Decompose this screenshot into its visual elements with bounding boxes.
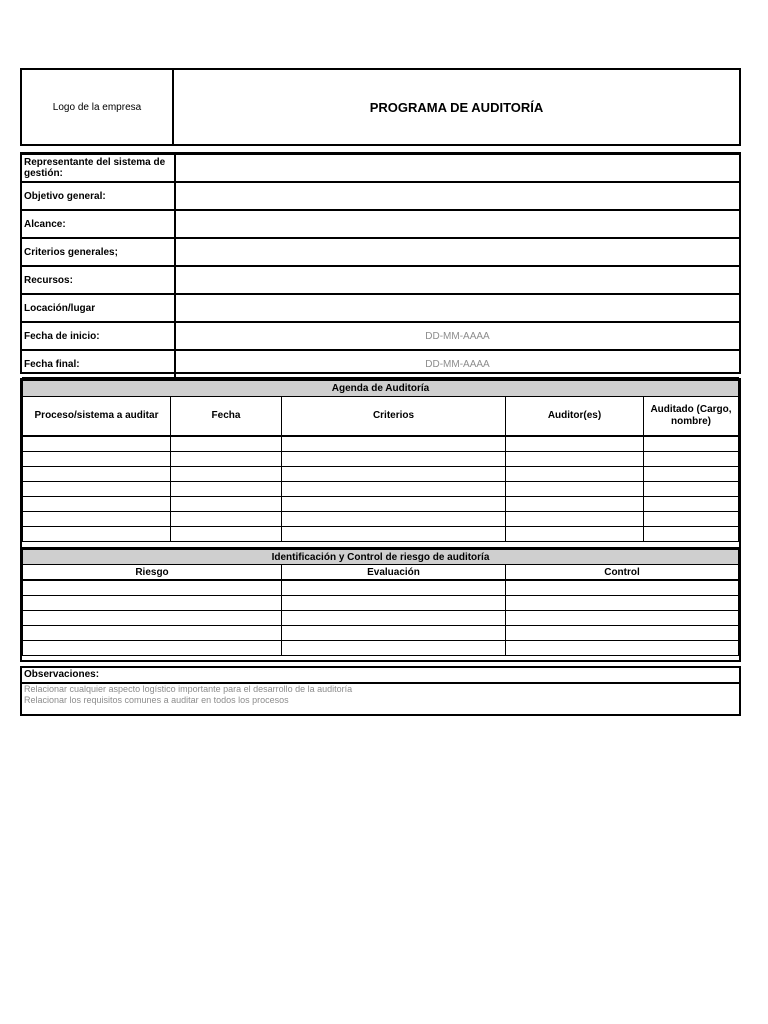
risk-column-header: Control xyxy=(506,565,739,581)
agenda-cell[interactable] xyxy=(282,527,506,542)
observations-text-area[interactable] xyxy=(22,684,739,706)
agenda-cell[interactable] xyxy=(282,436,506,452)
observations-hint-line: Relacionar los requisitos comunes a auditar en todos los procesos xyxy=(24,695,289,705)
info-row xyxy=(22,322,739,350)
agenda-cell[interactable] xyxy=(644,527,739,542)
info-row xyxy=(22,182,739,210)
info-label: Fecha de inicio: xyxy=(22,322,175,350)
risk-cell[interactable] xyxy=(506,641,739,656)
info-value-field[interactable] xyxy=(175,182,739,210)
info-value-field[interactable] xyxy=(175,266,739,294)
agenda-row xyxy=(23,436,739,452)
risk-cell[interactable] xyxy=(23,596,282,611)
agenda-cell[interactable] xyxy=(644,482,739,497)
risk-row xyxy=(23,641,739,656)
info-label: Objetivo general: xyxy=(22,182,175,210)
agenda-header-row xyxy=(23,397,739,437)
audit-risk-table xyxy=(20,547,741,662)
risk-cell[interactable] xyxy=(506,611,739,626)
agenda-cell[interactable] xyxy=(506,436,644,452)
agenda-cell[interactable] xyxy=(644,467,739,482)
agenda-cell[interactable] xyxy=(23,482,171,497)
risk-cell[interactable] xyxy=(23,580,282,596)
info-row xyxy=(22,155,739,183)
agenda-title: Agenda de Auditoría xyxy=(23,381,739,397)
agenda-cell[interactable] xyxy=(23,436,171,452)
info-label: Representante del sistema de gestión: xyxy=(22,155,175,183)
agenda-cell[interactable] xyxy=(23,467,171,482)
agenda-column-header: Fecha xyxy=(171,397,282,437)
start-date-field[interactable]: DD-MM-AAAA xyxy=(175,322,739,350)
agenda-cell[interactable] xyxy=(644,512,739,527)
info-row xyxy=(22,238,739,266)
agenda-column-header: Auditor(es) xyxy=(506,397,644,437)
agenda-cell[interactable] xyxy=(506,527,644,542)
agenda-cell[interactable] xyxy=(171,436,282,452)
agenda-row xyxy=(23,512,739,527)
agenda-cell[interactable] xyxy=(171,467,282,482)
info-row xyxy=(22,350,739,378)
info-value-field[interactable] xyxy=(175,210,739,238)
risk-cell[interactable] xyxy=(23,641,282,656)
agenda-row xyxy=(23,452,739,467)
risk-column-header: Riesgo xyxy=(23,565,282,581)
agenda-cell[interactable] xyxy=(644,452,739,467)
observations-hint-line: Relacionar cualquier aspecto logístico importante para el desarrollo de la auditoría xyxy=(24,684,353,694)
agenda-column-header: Proceso/sistema a auditar xyxy=(23,397,171,437)
audit-agenda-table xyxy=(20,378,741,549)
end-date-field[interactable]: DD-MM-AAAA xyxy=(175,350,739,378)
agenda-cell[interactable] xyxy=(171,497,282,512)
risk-cell[interactable] xyxy=(282,596,506,611)
company-logo-placeholder: Logo de la empresa xyxy=(22,70,174,144)
agenda-cell[interactable] xyxy=(171,482,282,497)
agenda-cell[interactable] xyxy=(23,452,171,467)
agenda-cell[interactable] xyxy=(506,497,644,512)
agenda-cell[interactable] xyxy=(644,436,739,452)
risk-cell[interactable] xyxy=(282,580,506,596)
info-value-field[interactable] xyxy=(175,238,739,266)
info-row xyxy=(22,210,739,238)
agenda-cell[interactable] xyxy=(506,467,644,482)
agenda-cell[interactable] xyxy=(506,452,644,467)
info-row xyxy=(22,266,739,294)
agenda-row xyxy=(23,482,739,497)
info-row xyxy=(22,294,739,322)
info-label: Criterios generales; xyxy=(22,238,175,266)
risk-row xyxy=(23,580,739,596)
info-value-field[interactable] xyxy=(175,294,739,322)
agenda-cell[interactable] xyxy=(282,512,506,527)
risk-title: Identificación y Control de riesgo de auditoría xyxy=(23,550,739,565)
risk-cell[interactable] xyxy=(23,611,282,626)
risk-cell[interactable] xyxy=(506,580,739,596)
risk-cell[interactable] xyxy=(506,626,739,641)
agenda-column-header: Criterios xyxy=(282,397,506,437)
risk-cell[interactable] xyxy=(282,611,506,626)
agenda-cell[interactable] xyxy=(23,527,171,542)
info-value-field[interactable] xyxy=(175,155,739,183)
agenda-cell[interactable] xyxy=(282,452,506,467)
agenda-cell[interactable] xyxy=(282,482,506,497)
agenda-cell[interactable] xyxy=(644,497,739,512)
risk-cell[interactable] xyxy=(282,641,506,656)
agenda-cell[interactable] xyxy=(23,512,171,527)
observations-section xyxy=(20,666,741,716)
info-label: Fecha final: xyxy=(22,350,175,378)
agenda-cell[interactable] xyxy=(171,452,282,467)
info-label: Locación/lugar xyxy=(22,294,175,322)
agenda-row xyxy=(23,467,739,482)
risk-row xyxy=(23,626,739,641)
info-label: Recursos: xyxy=(22,266,175,294)
risk-cell[interactable] xyxy=(506,596,739,611)
document-header xyxy=(20,68,741,146)
agenda-column-header: Auditado (Cargo, nombre) xyxy=(644,397,739,437)
agenda-cell[interactable] xyxy=(282,467,506,482)
agenda-row xyxy=(23,497,739,512)
general-info-table xyxy=(20,152,741,374)
risk-header-row xyxy=(23,565,739,581)
agenda-cell[interactable] xyxy=(171,512,282,527)
agenda-row xyxy=(23,527,739,542)
agenda-cell[interactable] xyxy=(23,497,171,512)
agenda-cell[interactable] xyxy=(282,497,506,512)
observations-title: Observaciones: xyxy=(22,668,739,684)
risk-column-header: Evaluación xyxy=(282,565,506,581)
agenda-cell[interactable] xyxy=(506,512,644,527)
risk-row xyxy=(23,596,739,611)
agenda-cell[interactable] xyxy=(171,527,282,542)
risk-cell[interactable] xyxy=(23,626,282,641)
document-title: PROGRAMA DE AUDITORÍA xyxy=(369,99,544,115)
agenda-cell[interactable] xyxy=(506,482,644,497)
info-label: Alcance: xyxy=(22,210,175,238)
risk-row xyxy=(23,611,739,626)
risk-cell[interactable] xyxy=(282,626,506,641)
